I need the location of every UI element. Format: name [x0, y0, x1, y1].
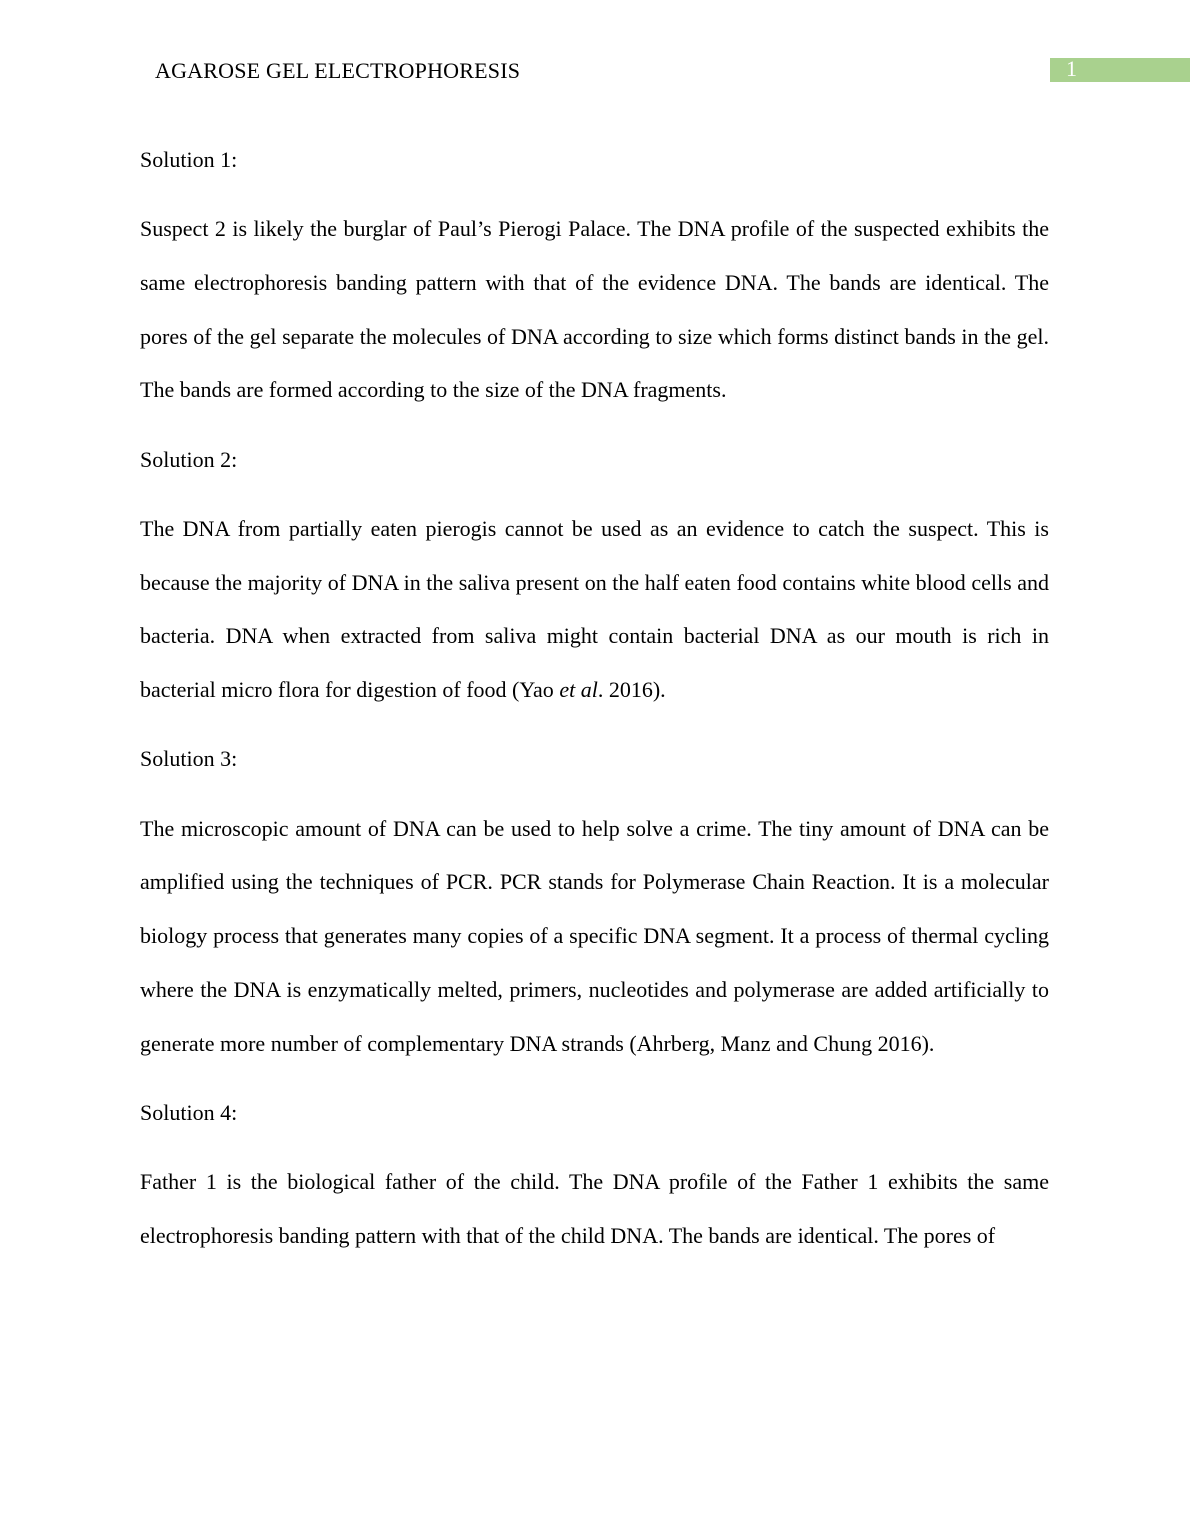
solution-1-heading: Solution 1: — [140, 147, 238, 172]
solution-3-heading: Solution 3: — [140, 746, 238, 772]
solution-4-heading: Solution 4: — [140, 1099, 238, 1125]
solution-1-paragraph: Suspect 2 is likely the burglar of Paul’s Pierogi Palace. The DNA profile of the suspected exhibits the same electrophoresis banding pattern with that of the evidence DNA. The bands are identical. The pores of the gel separate the molecules of DNA according to size which forms distinct bands in the gel. The bands are formed according to the size of the DNA fragments. — [140, 216, 1049, 403]
solution-4-paragraph: Father 1 is the biological father of the child. The DNA profile of the Father 1 exhibits the same electrophoresis banding pattern with that of the child DNA. The bands are identical. The pores of — [140, 1169, 1049, 1248]
page-number: 1 — [1066, 56, 1077, 81]
solution-2-heading: Solution 2: — [140, 446, 238, 472]
citation-et-al: et al — [559, 677, 598, 703]
document-body — [140, 133, 1049, 1278]
solution-2-paragraph — [140, 502, 1049, 717]
page-number-bar — [1050, 58, 1190, 82]
solution-3-paragraph: The microscopic amount of DNA can be used to help solve a crime. The tiny amount of DNA can be amplified using the techniques of PCR. PCR stands for Polymerase Chain Reaction. It is a molecular biology process that generates many copies of a specific DNA segment. It a process of thermal cycling where the DNA is enzymatically melted, primers, nucleotides and polymerase are added artificially to generate more number of complementary DNA strands (Ahrberg, Manz and Chung 2016). — [140, 815, 1049, 1056]
solution-2-text: The DNA from partially eaten pierogis cannot be used as an evidence to catch the suspect. This is because the majority of DNA in the saliva present on the half eaten food contains white blood cells and bacteria. DNA when extracted from saliva might contain bacterial DNA as our mouth is rich in bacterial micro flora for digestion of food (Yao — [140, 516, 1049, 703]
running-head: AGAROSE GEL ELECTROPHORESIS — [155, 58, 521, 83]
solution-2-text-end: . 2016). — [597, 677, 666, 703]
